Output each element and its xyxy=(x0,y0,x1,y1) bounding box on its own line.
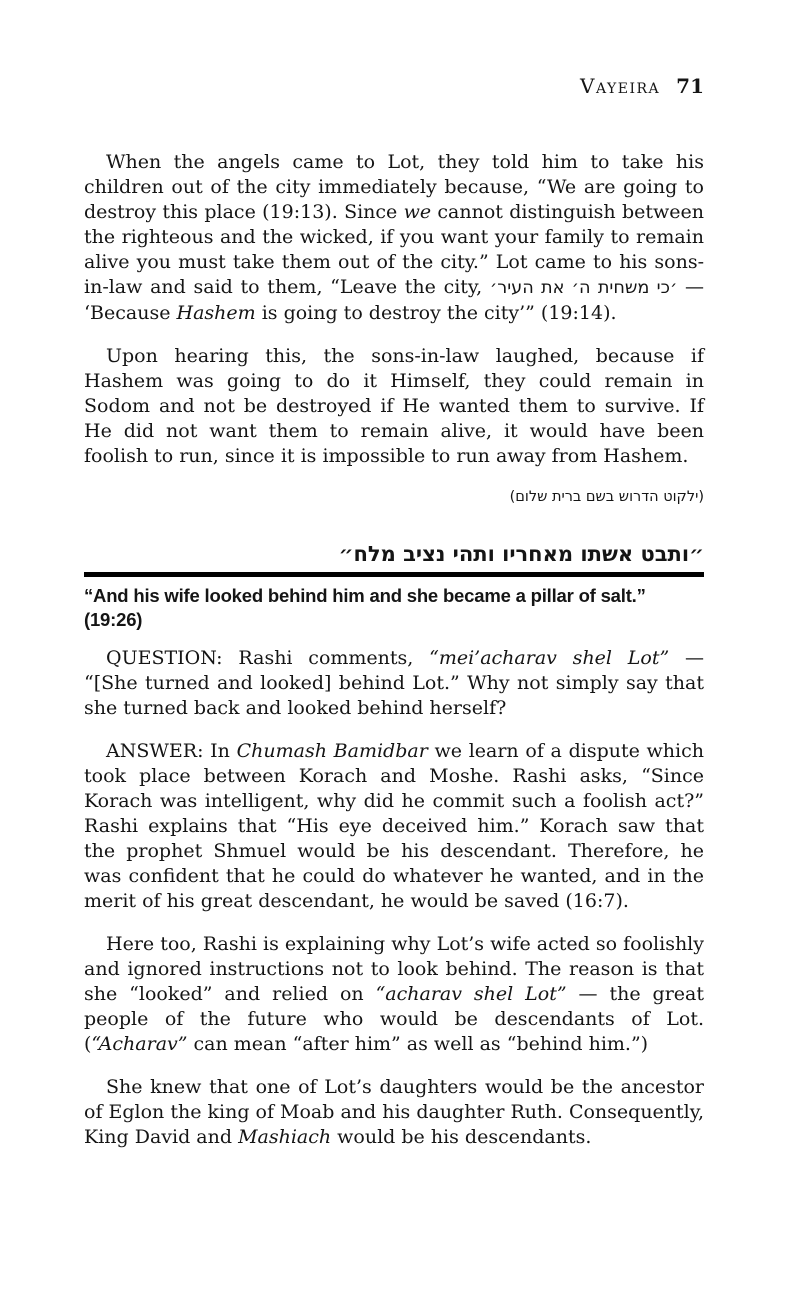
source-citation: (ילקוט הדרוש בשם ברית שלום) xyxy=(509,489,704,505)
paragraph-angels-came-to-lot: When the angels came to Lot, they told him to take his children out of the city immediately because, “We are going to destroy this place (19:13). Since we cannot distinguish between the righteous and the wicked, if you want your family to remain alive you must take them out of the city.” Lot came to his sons-in-law and said to them, “Leave the city, ׳כי משחית ה׳ את העיר׳ — ‘Because Hashem is going to destroy the city’” (19:14). xyxy=(84,151,705,324)
parsha-title: Vayeira xyxy=(580,74,661,98)
paragraph-question: QUESTION: Rashi comments, “mei’acharav shel Lot” — “[She turned and looked] behind Lot.” Why not simply say that she turned back and looked behind herself? xyxy=(84,647,704,719)
paragraph-here-too: Here too, Rashi is explaining why Lot’s wife acted so foolishly and ignored instructions not to look behind. The reason is that she “looked” and relied on “acharav shel Lot” — the great people of the future who would be descendants of Lot. (“Acharav” can mean “after him” as well as “behind him.”) xyxy=(84,933,705,1055)
paragraph-sons-in-law-laughed: Upon hearing this, the sons-in-law laughed, because if Hashem was going to do it Himself, they could remain in Sodom and not be destroyed if He wanted them to survive. If He did not want them to remain alive, it would have been foolish to run, since it is impossible to run away from Hashem. xyxy=(84,345,704,467)
paragraph-lots-daughters: She knew that one of Lot’s daughters would be the ancestor of Eglon the king of Moab and his daughter Ruth. Consequently, King David and Mashiach would be his descendants. xyxy=(84,1076,704,1148)
page-number: 71 xyxy=(676,74,704,98)
english-verse-title: “And his wife looked behind him and she became a pillar of salt.” (19:26) xyxy=(84,585,646,630)
text-block xyxy=(84,150,704,1168)
paragraph-answer: ANSWER: In Chumash Bamidbar we learn of a dispute which took place between Korach and Moshe. Rashi asks, “Since Korach was intelligent, why did he commit such a foolish act?” Rashi explains that “His eye deceived him.” Korach saw that the prophet Shmuel would be his descendant. Therefore, he was confident that he could do whatever he wanted, and in the merit of his great descendant, he would be saved (16:7). xyxy=(84,740,704,912)
section-divider-rule xyxy=(84,572,704,577)
running-head xyxy=(84,74,704,98)
hebrew-verse-title: ״ותבט אשתו מאחריו ותהי נציב מלח״ xyxy=(338,542,704,566)
section-header xyxy=(84,541,704,632)
